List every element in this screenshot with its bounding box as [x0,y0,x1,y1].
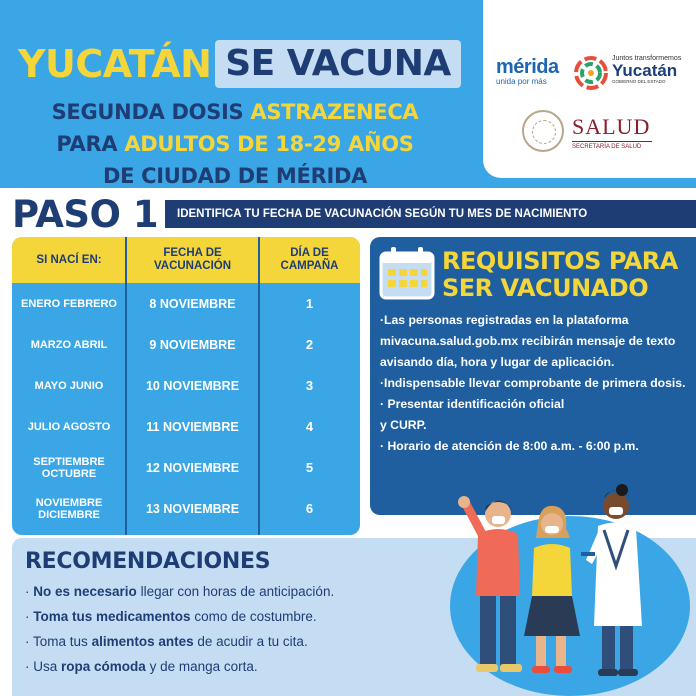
subtitle-line-2: PARA ADULTOS DE 18-29 AÑOS [56,132,414,156]
row-3-months: MAYO JUNIO [34,379,104,392]
yucatan-logo-text: Juntos transformemos Yucatán GOBIERNO DEL ESTADO [612,55,682,84]
requirement-item: · Presentar identificación oficial [380,397,565,411]
requirement-item: ·Las personas registradas en la plataforma mivacuna.salud.gob.mx recibirán mensaje de texto avisando día, hora y lugar de aplicación. [380,313,676,369]
row-3-date: 10 NOVIEMBRE [145,378,240,393]
title-se-vacuna: SE VACUNA [215,40,461,88]
row-5-months: SEPTIEMBRE OCTUBRE [33,455,105,480]
header-cell-date: FECHA DE VACUNACIÓN [153,247,232,272]
vaccination-schedule-table [12,237,360,535]
row-1-date: 8 NOVIEMBRE [149,296,236,311]
vaccination-people-illustration [440,476,696,696]
requirements-list [380,310,688,457]
step-instruction: IDENTIFICA TU FECHA DE VACUNACIÓN SEGÚN TU MES DE NACIMIENTO [165,200,696,228]
row-4-months: JULIO AGOSTO [27,420,111,433]
step-label: PASO 1 [12,193,159,236]
yucatan-logo-icon [574,56,608,90]
row-6-date: 13 NOVIEMBRE [145,501,240,516]
requirement-item: y CURP. [380,418,427,432]
merida-logo: mérida unida por más [496,56,559,86]
recommendations-title: RECOMENDACIONES [25,549,271,574]
requirements-title: REQUISITOS PARA SER VACUNADO [442,247,678,302]
row-3-day: 3 [305,378,314,393]
recommendation-item: · Toma tus medicamentos como de costumbre. [25,609,317,624]
requirement-item: ·Indispensable llevar comprobante de primera dosis. [380,376,686,390]
recommendation-item: · Toma tus alimentos antes de acudir a tu cita. [25,634,308,649]
row-2-months: MARZO ABRIL [30,338,108,351]
row-6-months: NOVIEMBRE DICIEMBRE [35,496,103,521]
recommendation-item: · Usa ropa cómoda y de manga corta. [25,659,258,674]
requirement-item: · Horario de atención de 8:00 a.m. - 6:00 p.m. [380,439,639,453]
recommendation-item: · No es necesario llegar con horas de anticipación. [25,584,335,599]
header-cell-months: SI NACÍ EN: [36,253,102,266]
row-1-months: ENERO FEBRERO [21,297,117,310]
row-4-day: 4 [305,419,314,434]
row-2-day: 2 [305,337,314,352]
subtitle-line-3: DE CIUDAD DE MÉRIDA [102,164,368,188]
salud-logo: SALUD SECRETARÍA DE SALUD [572,114,651,150]
subtitle-line-1: SEGUNDA DOSIS ASTRAZENECA [51,100,419,124]
row-4-date: 11 NOVIEMBRE [146,419,239,434]
header-cell-day: DÍA DE CAMPAÑA [280,247,339,272]
row-5-day: 5 [305,460,314,475]
row-5-date: 12 NOVIEMBRE [145,460,240,475]
row-2-date: 9 NOVIEMBRE [149,337,236,352]
row-1-day: 1 [305,296,314,311]
calendar-icon [378,245,436,301]
mexico-seal-icon [522,110,564,152]
title-yucatan: YUCATÁN [18,42,212,86]
row-6-day: 6 [305,501,314,516]
